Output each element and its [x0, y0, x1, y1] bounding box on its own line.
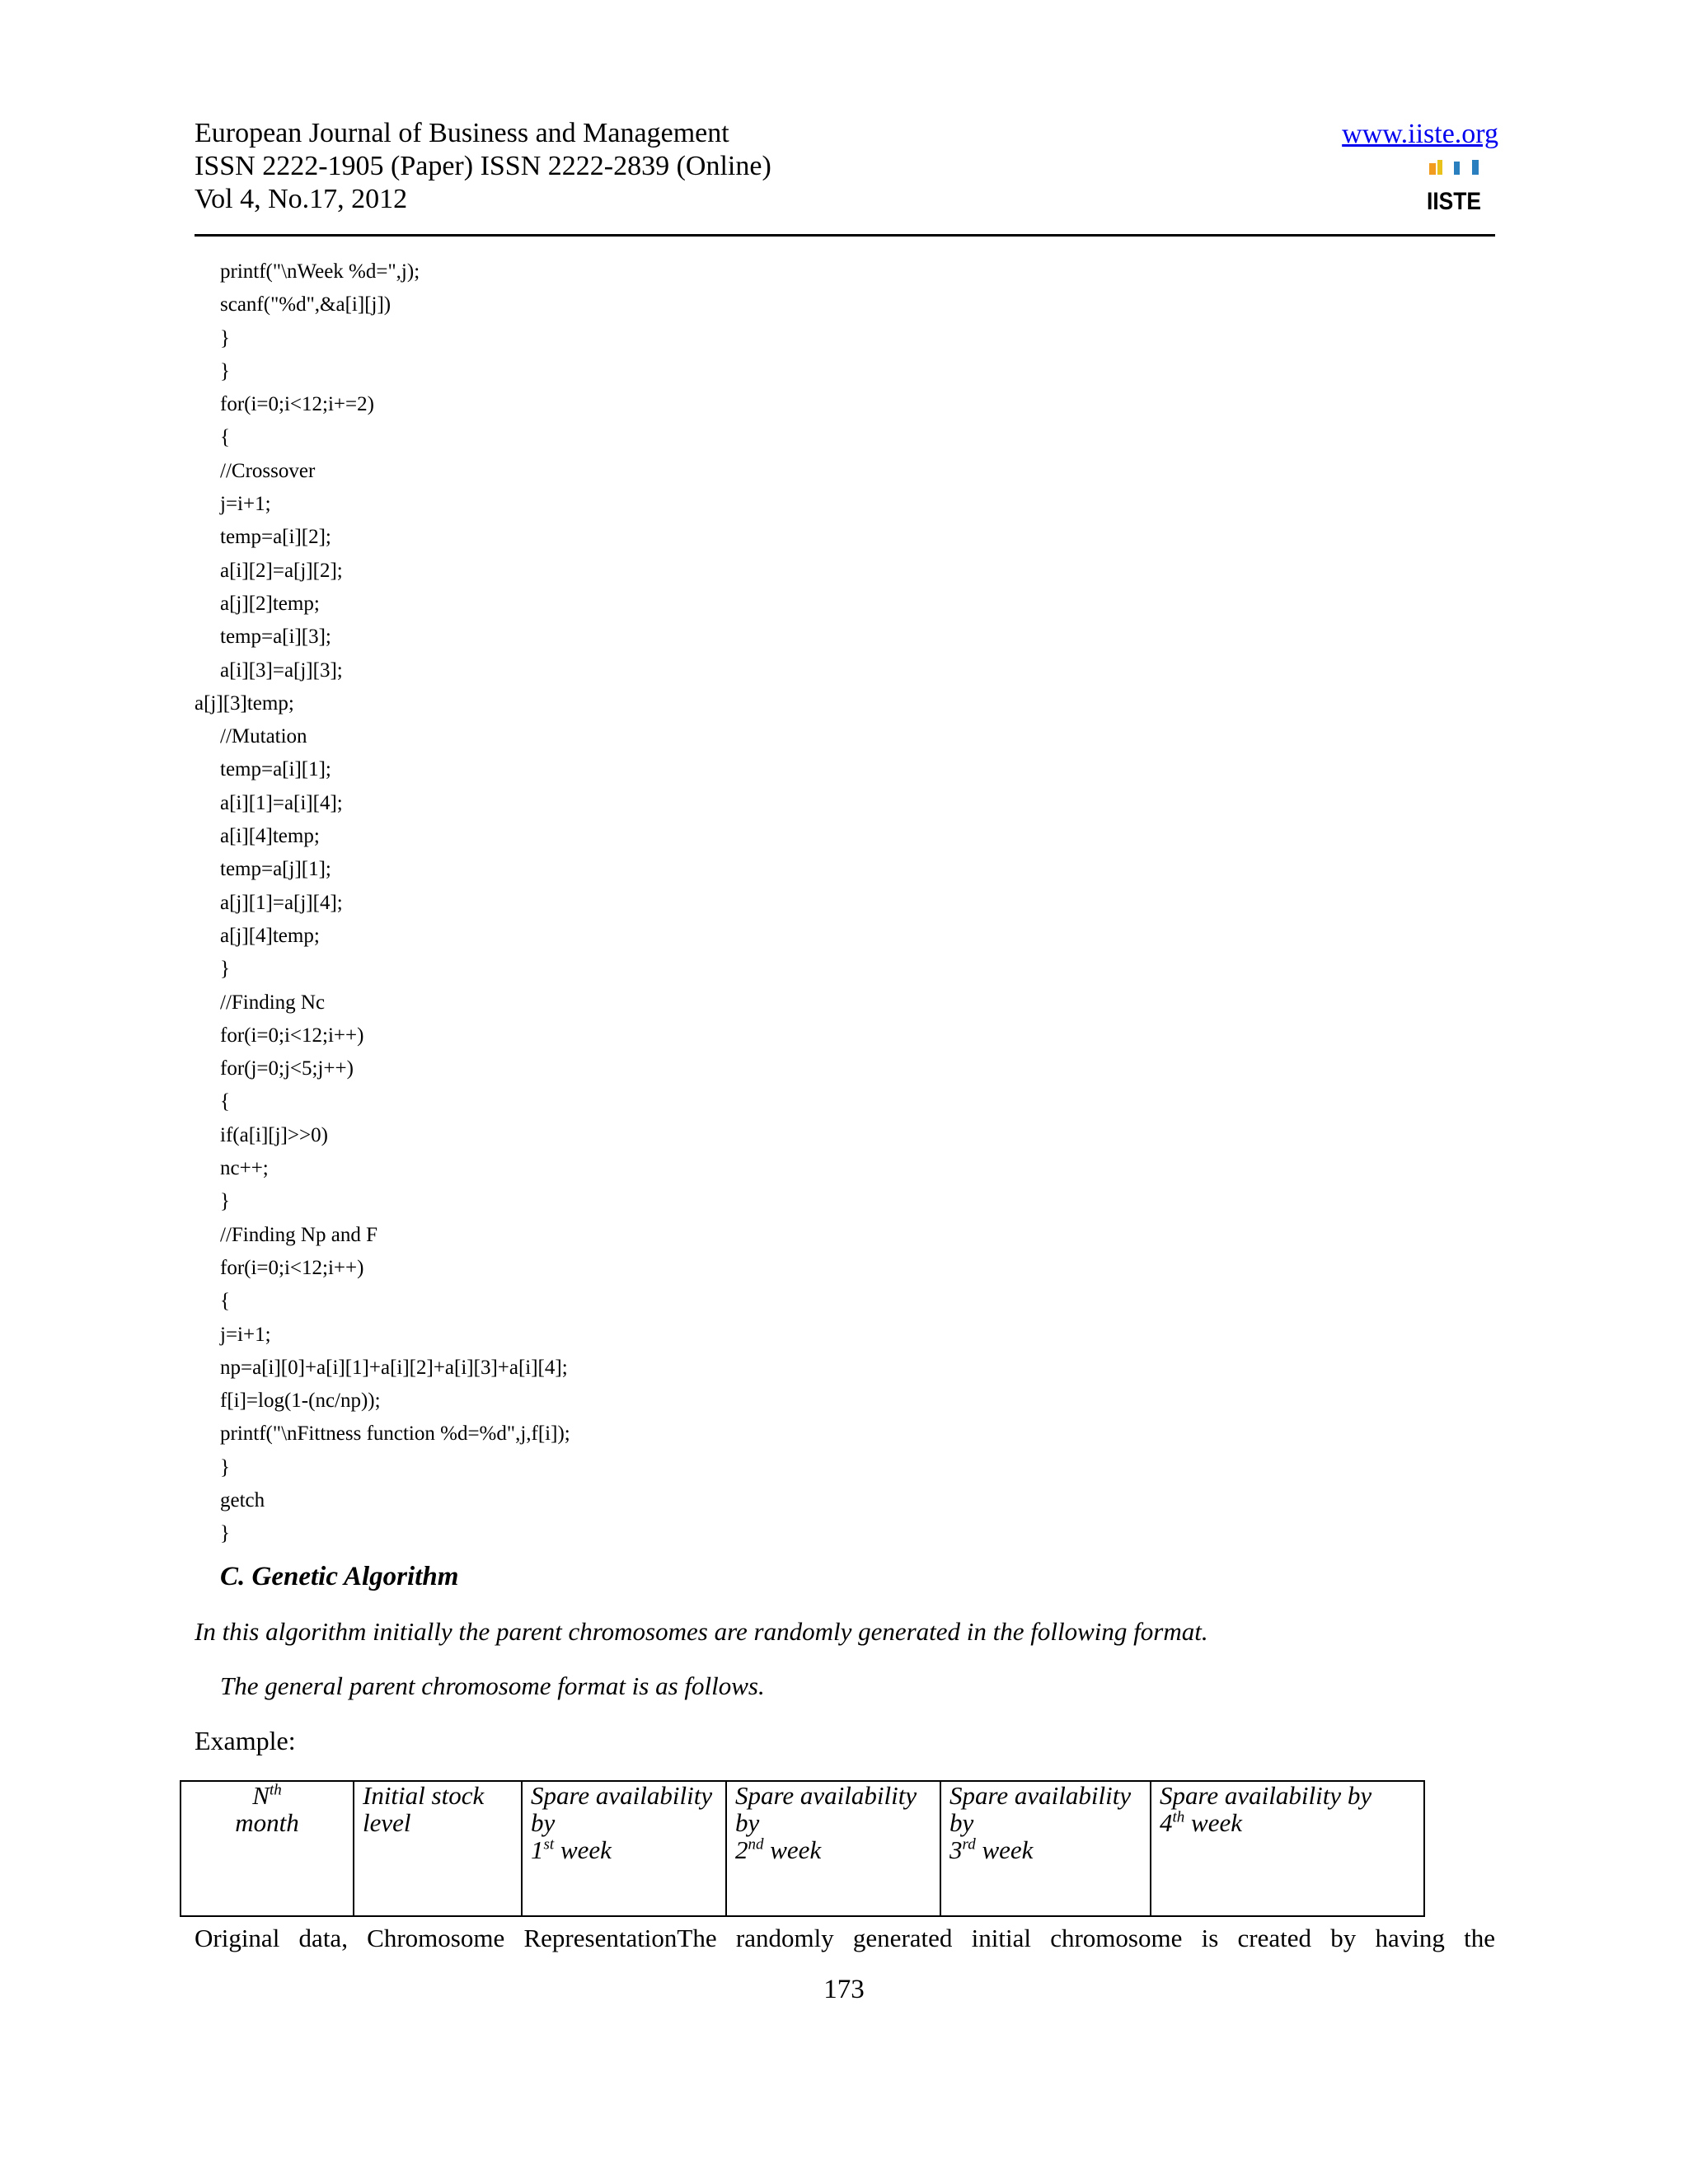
- paragraph-intro: In this algorithm initially the parent chromosomes are randomly generated in the following format.: [195, 1617, 1208, 1646]
- cell-text: Spare availability by: [950, 1781, 1132, 1837]
- code-line: a[j][4]temp;: [220, 924, 320, 947]
- logo-bar-3: [1454, 162, 1460, 175]
- issn-line: ISSN 2222-1905 (Paper) ISSN 2222-2839 (Online): [195, 151, 771, 181]
- code-line: getch: [220, 1488, 265, 1511]
- cell-text: week: [763, 1835, 822, 1864]
- table-cell-month: [181, 1781, 354, 1916]
- code-line: //Crossover: [220, 459, 316, 482]
- code-line: }: [220, 1190, 230, 1213]
- table-cell-week-3: [940, 1781, 1151, 1916]
- chromosome-format-table: [180, 1780, 1425, 1917]
- code-line: //Mutation: [220, 725, 307, 748]
- table-row: [181, 1781, 1424, 1916]
- cell-sup: st: [543, 1835, 555, 1854]
- code-line: a[i][2]=a[j][2];: [220, 559, 343, 582]
- code-line: }: [220, 1522, 230, 1545]
- code-line: printf("\nFittness function %d=%d",j,f[i]);: [220, 1422, 570, 1446]
- code-line: a[i][1]=a[i][4];: [220, 791, 343, 814]
- cell-text: 1: [531, 1835, 544, 1864]
- code-line: }: [220, 958, 230, 981]
- logo-bar-2: [1437, 160, 1442, 175]
- page-number: 173: [823, 1975, 865, 2004]
- code-line: //Finding Nc: [220, 991, 326, 1014]
- cell-text: week: [975, 1835, 1034, 1864]
- code-line: temp=a[j][1];: [220, 858, 331, 881]
- cell-sup: th: [1172, 1808, 1185, 1826]
- example-label: Example:: [195, 1726, 296, 1755]
- cell-text: 3: [950, 1835, 963, 1864]
- cell-text: Initial stock level: [363, 1781, 485, 1837]
- paragraph-representation: Original data, Chromosome RepresentationThe randomly generated initial chromosome is created by having the: [195, 1924, 1495, 1952]
- code-line: }: [220, 359, 230, 382]
- code-line: for(j=0;j<5;j++): [220, 1057, 354, 1080]
- code-line: a[j][2]temp;: [220, 592, 320, 615]
- code-line: f[i]=log(1-(nc/np));: [220, 1390, 381, 1413]
- table-cell-week-1: [522, 1781, 726, 1916]
- code-line: a[j][1]=a[j][4];: [220, 891, 343, 914]
- table-cell-initial-stock: [354, 1781, 522, 1916]
- paragraph-format: The general parent chromosome format is as follows.: [220, 1671, 765, 1700]
- code-line: a[i][3]=a[j][3];: [220, 658, 343, 682]
- cell-sup: rd: [962, 1835, 976, 1854]
- code-line: {: [220, 1290, 230, 1313]
- cell-text: Spare availability by: [735, 1781, 917, 1837]
- code-line: if(a[i][j]>>0): [220, 1123, 328, 1146]
- cell-sup: th: [269, 1781, 282, 1799]
- logo-bar-4: [1472, 160, 1479, 175]
- cell-text: 4: [1160, 1808, 1173, 1837]
- code-line: }: [220, 326, 230, 349]
- code-line: //Finding Np and F: [220, 1223, 377, 1246]
- table-cell-week-2: [726, 1781, 940, 1916]
- cell-text: N: [252, 1781, 270, 1810]
- logo-bar-1: [1429, 163, 1436, 175]
- code-line: j=i+1;: [220, 1323, 271, 1346]
- cell-text: 2: [735, 1835, 748, 1864]
- code-line: a[j][3]temp;: [195, 691, 294, 715]
- cell-text: month: [235, 1808, 299, 1837]
- header-divider: [195, 234, 1495, 237]
- iiste-logo: [1426, 158, 1482, 214]
- journal-title: European Journal of Business and Management: [195, 118, 729, 148]
- cell-text: week: [554, 1835, 612, 1864]
- code-line: temp=a[i][1];: [220, 758, 331, 781]
- journal-website-link[interactable]: www.iiste.org: [1342, 119, 1498, 149]
- code-line: j=i+1;: [220, 493, 271, 516]
- code-line: for(i=0;i<12;i+=2): [220, 393, 374, 416]
- code-line: nc++;: [220, 1157, 269, 1180]
- table-cell-week-4: [1151, 1781, 1424, 1916]
- code-line: temp=a[i][2];: [220, 526, 331, 549]
- volume-line: Vol 4, No.17, 2012: [195, 184, 408, 214]
- code-line: for(i=0;i<12;i++): [220, 1024, 364, 1047]
- cell-text: Spare availability by: [1160, 1781, 1372, 1810]
- logo-text: IISTE: [1427, 188, 1481, 215]
- cell-text: Spare availability by: [531, 1781, 713, 1837]
- code-line: scanf("%d",&a[i][j]): [220, 293, 392, 316]
- code-line: printf("\nWeek %d=",j);: [220, 260, 420, 283]
- code-line: temp=a[i][3];: [220, 626, 331, 649]
- cell-sup: nd: [748, 1835, 764, 1854]
- section-heading: C. Genetic Algorithm: [220, 1562, 459, 1591]
- cell-text: week: [1184, 1808, 1242, 1837]
- code-line: a[i][4]temp;: [220, 825, 320, 848]
- code-listing: [195, 255, 1184, 1551]
- code-line: {: [220, 426, 230, 449]
- code-line: }: [220, 1455, 230, 1479]
- code-line: {: [220, 1090, 230, 1113]
- code-line: np=a[i][0]+a[i][1]+a[i][2]+a[i][3]+a[i][4];: [220, 1356, 568, 1379]
- code-line: for(i=0;i<12;i++): [220, 1256, 364, 1279]
